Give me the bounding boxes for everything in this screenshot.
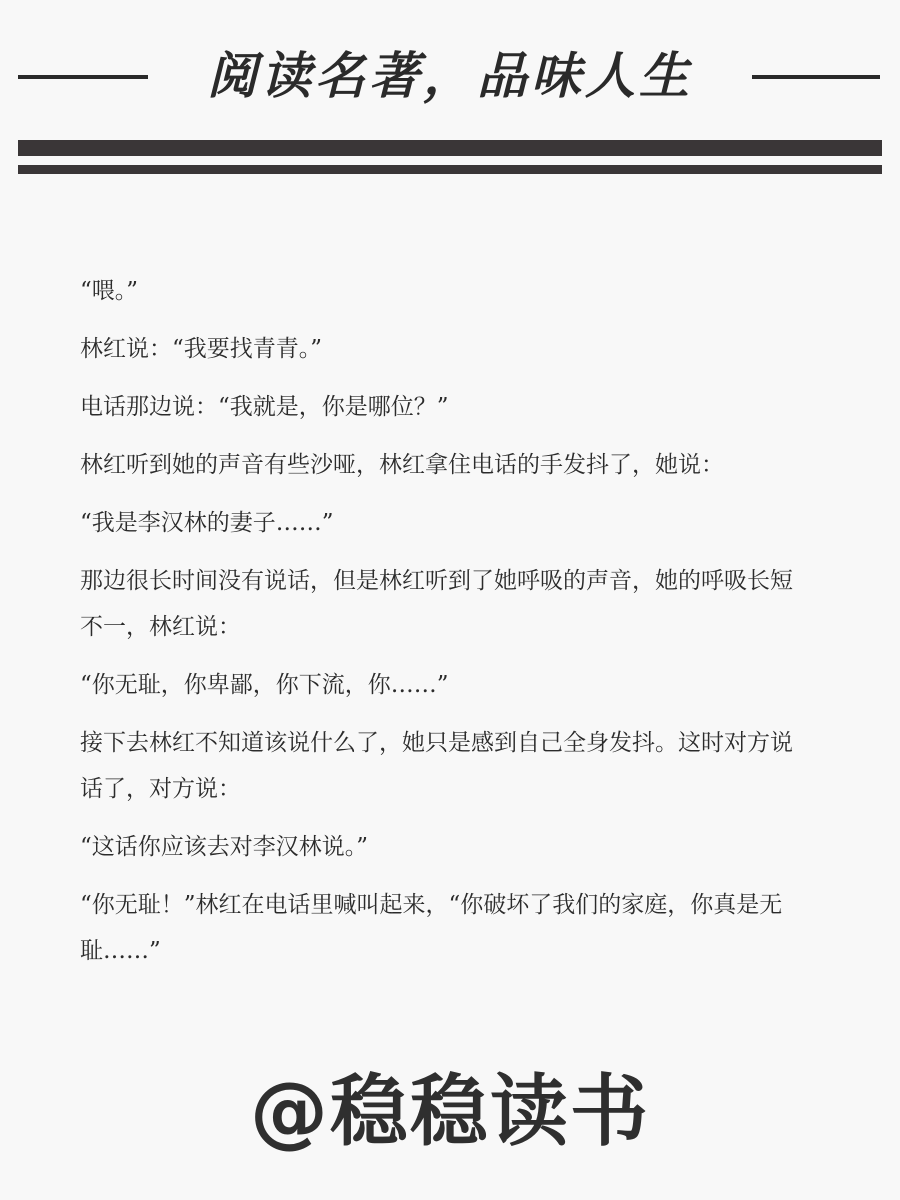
paragraph: 电话那边说：“我就是，你是哪位？”: [80, 394, 449, 420]
header-thick-bar: [18, 140, 882, 156]
paragraph: 林红听到她的声音有些沙哑，林红拿住电话的手发抖了，她说：: [80, 452, 724, 478]
paragraph: “我是李汉林的妻子……”: [80, 510, 334, 536]
header-title: 阅读名著，品味人生: [207, 47, 693, 105]
header-right-line: [752, 75, 880, 79]
paragraph: “你无耻，你卑鄙，你下流，你……”: [80, 672, 449, 698]
paragraph: “喂。”: [80, 278, 139, 304]
header-left-line: [18, 75, 148, 79]
paragraph: “你无耻！”林红在电话里喊叫起来，“你破坏了我们的家庭，你真是无耻……”: [80, 892, 783, 964]
footer-watermark: @稳稳读书: [249, 1067, 650, 1157]
paragraph: 接下去林红不知道该说什么了，她只是感到自己全身发抖。这时对方说话了，对方说：: [80, 730, 793, 802]
paragraph: 林红说：“我要找青青。”: [80, 336, 323, 362]
paragraph: “这话你应该去对李汉林说。”: [80, 834, 369, 860]
article-body: [80, 268, 810, 986]
page-header: [0, 0, 900, 190]
header-thin-bar: [18, 165, 882, 174]
paragraph: 那边很长时间没有说话，但是林红听到了她呼吸的声音，她的呼吸长短不一，林红说：: [80, 568, 793, 640]
